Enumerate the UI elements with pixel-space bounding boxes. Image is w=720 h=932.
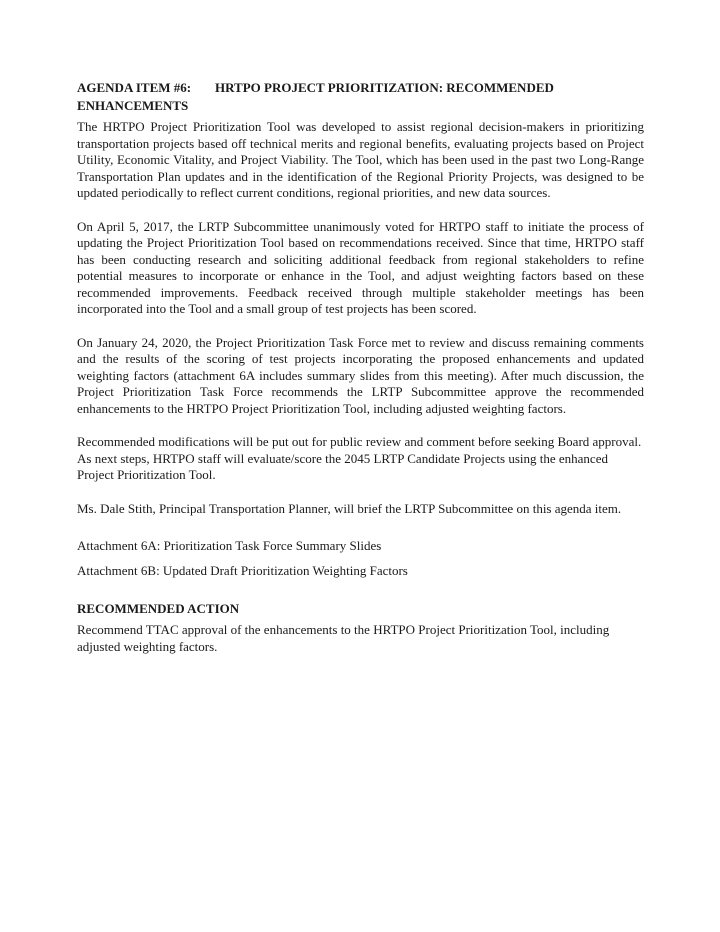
paragraph-background: The HRTPO Project Prioritization Tool was developed to assist regional decision-makers in prioritizing transportation projects based off technical merits and regional benefits, evaluating projects based on Project Utility, Economic Vitality, and Project Viability. The Tool, which has been used in the past two Long-Range Transportation Plan updates and in the identification of the Regional Priority Projects, was designed to be updated periodically to reflect current conditions, regional priorities, and new data sources.: [77, 119, 644, 200]
paragraph-next-steps: Recommended modifications will be put out for public review and comment before seeking Board approval. As next steps, HRTPO staff will evaluate/score the 2045 LRTP Candidate Projects using the enhanced Project Prioritization Tool.: [77, 434, 642, 482]
agenda-title-line2: ENHANCEMENTS: [77, 98, 189, 113]
attachment-6b: Attachment 6B: Updated Draft Prioritization Weighting Factors: [77, 562, 408, 578]
recommended-action-text: Recommend TTAC approval of the enhancements to the HRTPO Project Prioritization Tool, including adjusted weighting factors.: [77, 622, 610, 654]
paragraph-history: On April 5, 2017, the LRTP Subcommittee unanimously voted for HRTPO staff to initiate the process of updating the Project Prioritization Tool based on recommendations received. Since that time, HRTPO staff has been conducting research and soliciting additional feedback from regional stakeholders to refine potential measures to incorporate or enhance in the Tool, and adjust weighting factors based on these recommended improvements. Feedback received through multiple stakeholder meetings has been incorporated into the Tool and a small group of test projects has been scored.: [77, 218, 644, 316]
attachment-6a: Attachment 6A: Prioritization Task Force Summary Slides: [77, 538, 382, 553]
agenda-title-line1: HRTPO PROJECT PRIORITIZATION: RECOMMENDED: [215, 80, 554, 95]
recommended-action-heading: RECOMMENDED ACTION: [77, 601, 240, 616]
agenda-item-label: AGENDA ITEM #6:: [77, 80, 192, 95]
agenda-heading: [77, 79, 644, 97]
document-page: [77, 79, 644, 655]
paragraph-briefing: Ms. Dale Stith, Principal Transportation Planner, will brief the LRTP Subcommittee on this agenda item.: [77, 500, 622, 516]
paragraph-task-force: On January 24, 2020, the Project Prioritization Task Force met to review and discuss remaining comments and the results of the scoring of test projects incorporating the proposed enhancements and updated weighting factors (attachment 6A includes summary slides from this meeting). After much discussion, the Project Prioritization Task Force recommends the LRTP Subcommittee approve the recommended enhancements to the HRTPO Project Prioritization Tool, including adjusted weighting factors.: [77, 334, 644, 416]
